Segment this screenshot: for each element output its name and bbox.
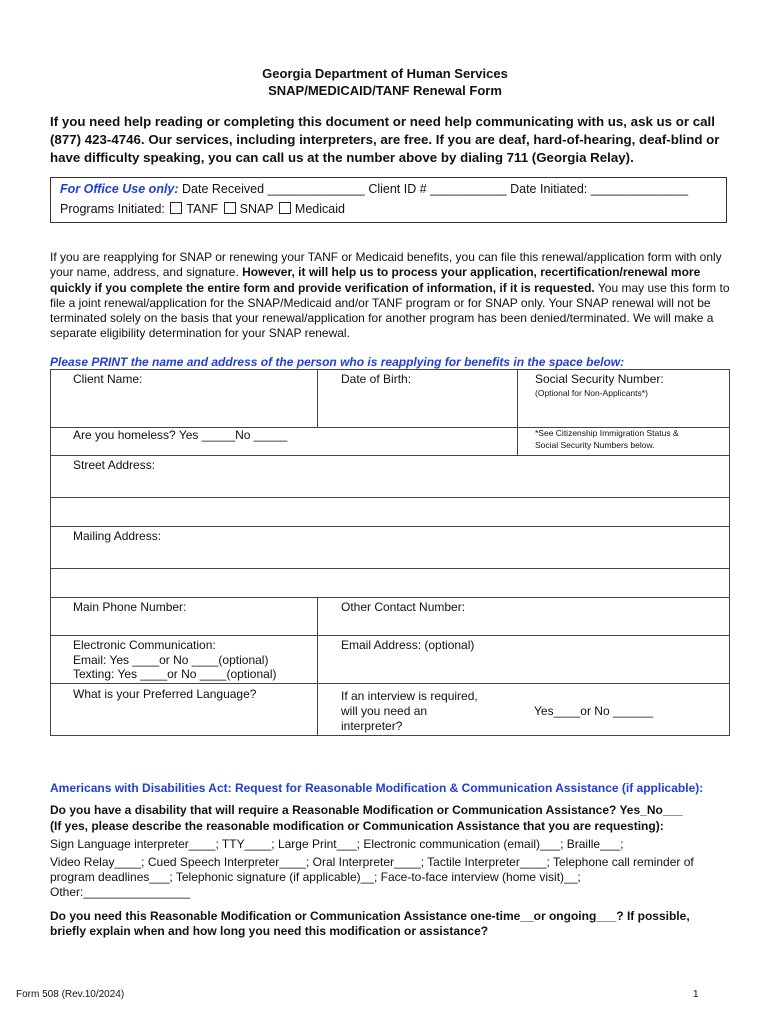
citizenship-note-1: *See Citizenship Immigration Status &: [535, 428, 679, 438]
dob-field[interactable]: Date of Birth:: [341, 372, 412, 386]
date-received-field[interactable]: Date Received ______________: [182, 182, 365, 196]
intro-paragraph: [50, 250, 730, 342]
main-phone-field[interactable]: Main Phone Number:: [73, 600, 187, 614]
ada-question-1[interactable]: Do you have a disability that will require a Reasonable Modification or Communication Assistance? Yes_No___: [50, 803, 683, 817]
print-instruction: Please PRINT the name and address of the person who is reapplying for benefits in the space below:: [50, 355, 625, 369]
ssn-field[interactable]: Social Security Number:: [535, 372, 664, 386]
tanf-checkbox[interactable]: [170, 202, 182, 214]
electronic-comm-label: Electronic Communication:: [73, 638, 216, 652]
intro-part2: You may use this form to file a joint renewal/application for the SNAP/Medicaid and/or TANF program or for SNAP only. Your SNAP renewal will not be terminated solely on the basis that your renewal/application for another program has been denied/terminated. We will make a separate eligibility determination for your SNAP renewal.: [50, 280, 730, 341]
citizenship-note-2: Social Security Numbers below.: [535, 440, 655, 450]
date-initiated-field[interactable]: Date Initiated: ______________: [510, 182, 689, 196]
snap-label: SNAP: [239, 202, 274, 216]
programs-label: Programs Initiated:: [60, 202, 165, 216]
texting-consent[interactable]: Texting: Yes ____or No ____(optional): [73, 667, 277, 681]
ada-heading: Americans with Disabilities Act: Request for Reasonable Modification & Communication Assistance (if applicable):: [50, 781, 704, 795]
snap-checkbox[interactable]: [224, 202, 236, 214]
preferred-language-field[interactable]: What is your Preferred Language?: [73, 687, 257, 701]
ada-question-1b: (If yes, please describe the reasonable modification or Communication Assistance that you are requesting):: [50, 819, 664, 833]
ada-question-2a[interactable]: Do you need this Reasonable Modification or Communication Assistance one-time__or ongoing___? If possible,: [50, 909, 690, 923]
office-use-box: [50, 177, 727, 223]
intro-part1: If you are reapplying for SNAP or renewing your TANF or Medicaid benefits, you can file this renewal/application form with only your name, address, and signature.: [50, 250, 722, 280]
email-consent[interactable]: Email: Yes ____or No ____(optional): [73, 653, 269, 667]
interview-question-1: If an interview is required,: [341, 689, 478, 703]
interview-question-3: interpreter?: [341, 719, 403, 733]
client-id-field[interactable]: Client ID # ___________: [368, 182, 507, 196]
homeless-question[interactable]: Are you homeless? Yes _____No _____: [73, 428, 288, 442]
other-contact-field[interactable]: Other Contact Number:: [341, 600, 466, 614]
interview-question-2: will you need an: [341, 704, 428, 718]
form-title: SNAP/MEDICAID/TANF Renewal Form: [268, 83, 502, 98]
interpreter-answer[interactable]: Yes____or No ______: [534, 704, 653, 718]
ada-options-3[interactable]: program deadlines___; Telephonic signature (if applicable)__; Face-to-face interview (home visit)__;: [50, 870, 581, 884]
ada-question-2b: briefly explain when and how long you need this modification or assistance?: [50, 924, 489, 938]
ada-options-1[interactable]: Sign Language interpreter____; TTY____; Large Print___; Electronic communication (email)___; Braille___;: [50, 837, 624, 851]
form-number: Form 508 (Rev.10/2024): [16, 989, 125, 1000]
office-use-label: For Office Use only:: [60, 182, 179, 196]
agency-title: Georgia Department of Human Services: [262, 66, 508, 81]
intro-bold: However, it will help us to process your application, recertification/renewal more quickly if you complete the entire form and provide verification of information, if it is requested.: [50, 265, 701, 295]
help-text: If you need help reading or completing this document or need help communicating with us, ask us or call (877) 423-4746. Our services, including interpreters, are free. If you are deaf, hard-of-hearing, deaf-blind or have difficulty speaking, you can call us at the number above by dialing 711 (Georgia Relay).: [50, 114, 720, 165]
page-number: 1: [693, 989, 699, 1000]
street-address-field[interactable]: Street Address:: [73, 458, 156, 472]
ada-options-2[interactable]: Video Relay____; Cued Speech Interpreter____; Oral Interpreter____; Tactile Interpreter____; Telephone call reminder of: [50, 855, 694, 869]
email-address-field[interactable]: Email Address: (optional): [341, 638, 475, 652]
ssn-note: (Optional for Non-Applicants*): [535, 388, 648, 398]
client-name-field[interactable]: Client Name:: [73, 372, 143, 386]
tanf-label: TANF: [186, 202, 219, 216]
medicaid-label: Medicaid: [294, 202, 345, 216]
ada-other-field[interactable]: Other:________________: [50, 885, 191, 899]
medicaid-checkbox[interactable]: [279, 202, 291, 214]
applicant-info-form: [50, 369, 730, 736]
mailing-address-field[interactable]: Mailing Address:: [73, 529, 162, 543]
